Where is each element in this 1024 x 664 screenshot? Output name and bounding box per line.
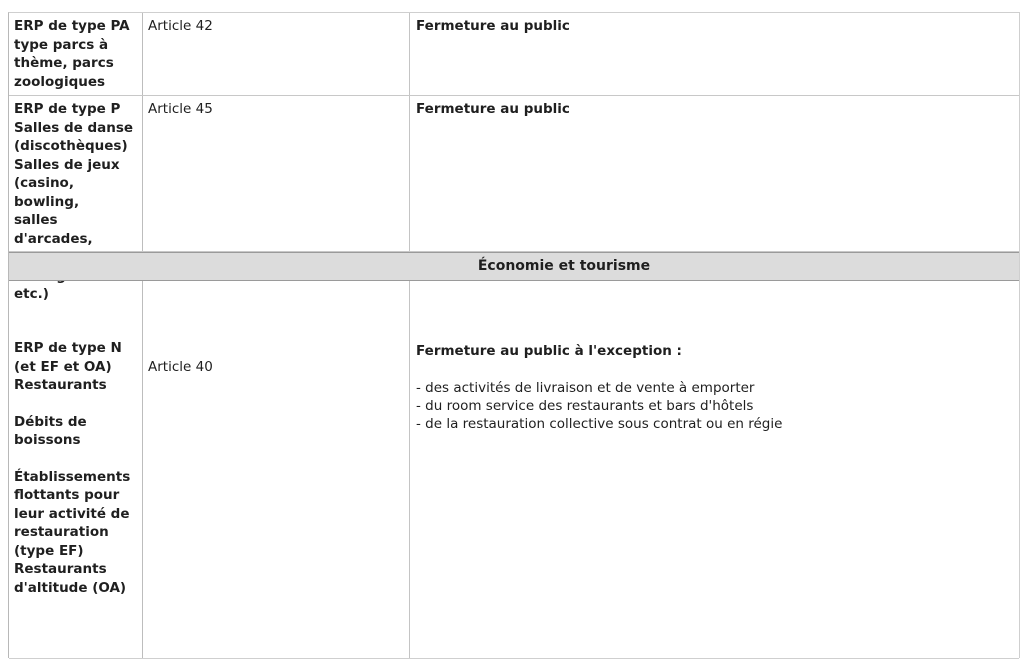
measure-cell: Fermeture au public: [416, 101, 570, 117]
table-row: [9, 281, 1019, 659]
section-header: Économie et tourisme: [477, 258, 651, 274]
measure-cell: Fermeture au public: [416, 18, 570, 34]
erp-type-paragraph: ERP de type N (et EF et OA) Restaurants: [14, 340, 122, 393]
list-item: - de la restauration collective sous contrat ou en régie: [416, 415, 783, 432]
erp-type-cell: ERP de type PA type parcs à thème, parcs zoologiques: [9, 13, 143, 95]
article-cell: Article 42: [143, 13, 410, 95]
measure-heading: Fermeture au public à l'exception :: [416, 343, 682, 359]
list-item: - des activités de livraison et de vente à emporter: [416, 379, 755, 396]
table-row: [9, 13, 1019, 96]
erp-type-paragraph: Établissements flottants pour leur activité de restauration (type EF) Restaurants d'altitude (OA): [14, 468, 131, 596]
erp-type-cell: ERP de type P Salles de danse (discothèques) Salles de jeux (casino, bowling, salles d'arcades, etc.): [9, 96, 143, 251]
section-header-row: [9, 252, 1019, 281]
article-cell: Article 40: [143, 281, 410, 658]
list-item: - du room service des restaurants et bars d'hôtels: [416, 397, 754, 414]
regulation-table: [8, 12, 1020, 658]
exception-list: [416, 379, 1014, 433]
article-cell: Article 45: [143, 96, 410, 251]
erp-type-cell: [9, 281, 143, 658]
measure-cell: [410, 281, 1019, 658]
erp-type-paragraph: Débits de boissons: [14, 413, 87, 448]
